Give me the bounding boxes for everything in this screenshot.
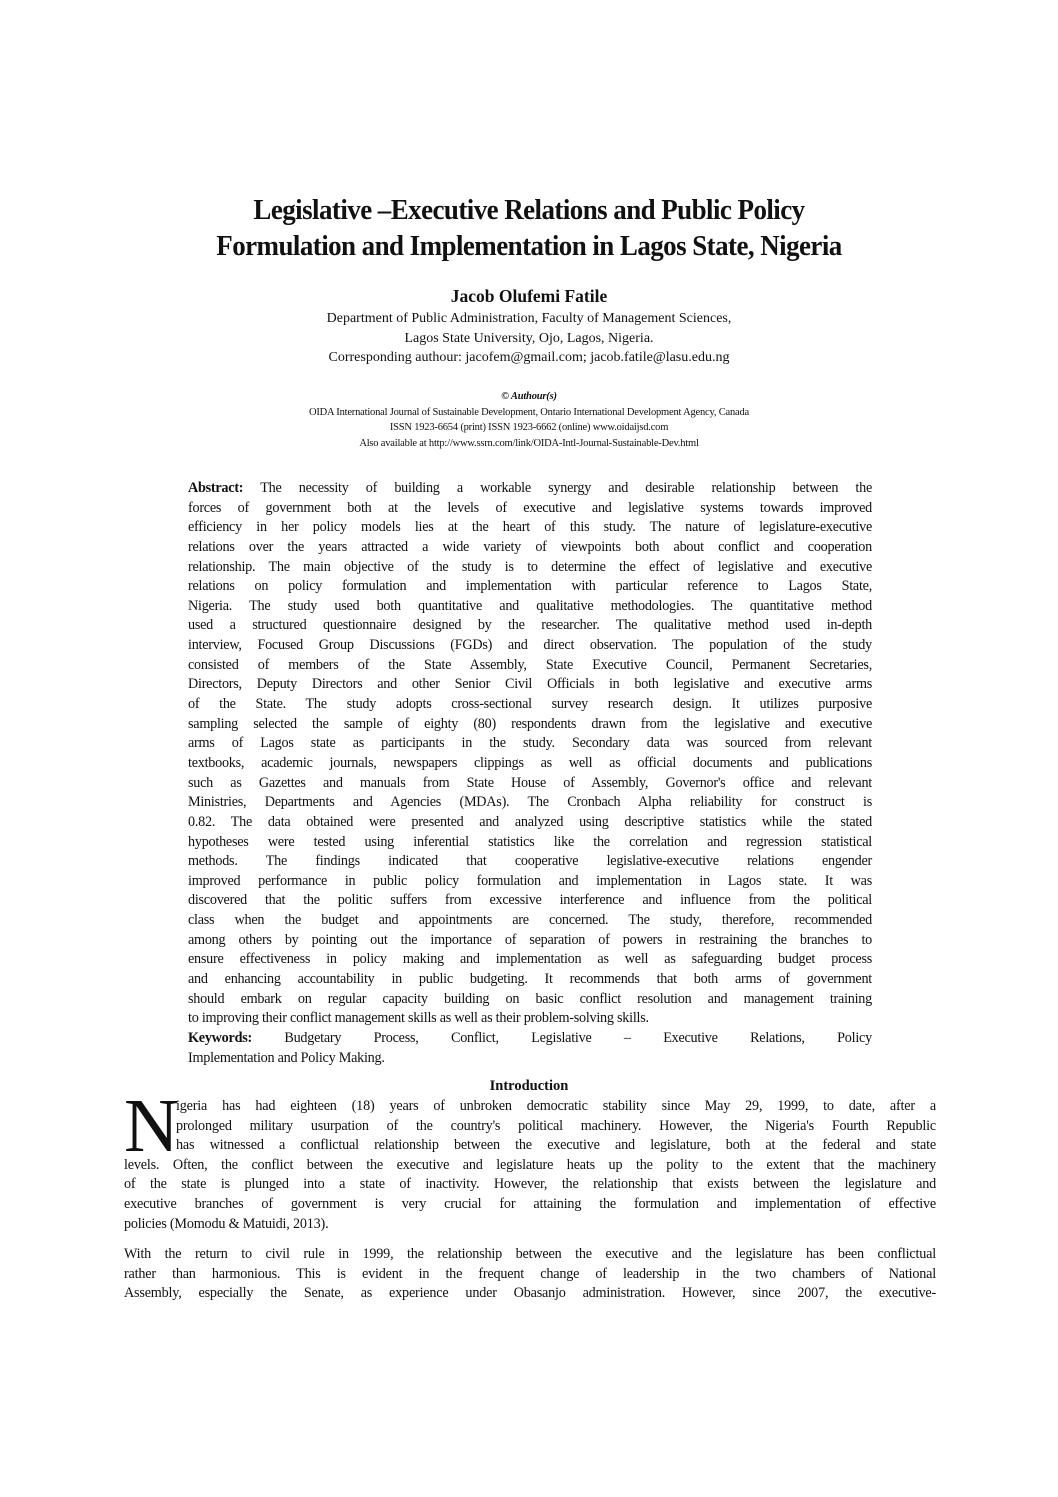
abstract-line: efficiency in her policy models lies at the heart of this study. The nature of legislature-executive (188, 519, 872, 536)
keyword-word: Legislative (531, 1029, 592, 1046)
author-name: Jacob Olufemi Fatile (450, 286, 608, 306)
abstract-line: used a structured questionnaire designed by the researcher. The qualitative method used in-depth (188, 617, 872, 634)
title-line: Legislative –Executive Relations and Public Policy (253, 194, 805, 226)
abstract-line: arms of Lagos state as participants in the study. Secondary data was sourced from relevant (188, 735, 872, 752)
abstract-line: such as Gazettes and manuals from State House of Assembly, Governor's office and relevant (188, 774, 872, 791)
abstract-line: methods. The findings indicated that cooperative legislative-executive relations engender (188, 853, 872, 870)
abstract-line: of the State. The study adopts cross-sectional survey research design. It utilizes purposive (188, 696, 872, 713)
paragraph-line: rather than harmonious. This is evident in the frequent change of leadership in the two chambers of National (124, 1265, 936, 1282)
abstract-line: Nigeria. The study used both quantitative and qualitative methodologies. The quantitative method (188, 597, 872, 614)
author-affiliation (0, 309, 1058, 368)
intro-paragraph-2 (124, 1245, 936, 1304)
section-heading-introduction: Introduction (489, 1078, 569, 1094)
abstract-line: Ministries, Departments and Agencies (MDAs). The Cronbach Alpha reliability for construct is (188, 794, 872, 811)
paragraph-line: igeria has had eighteen (18) years of unbroken democratic stability since May 29, 1999, to date, after a (176, 1098, 936, 1114)
abstract-line: Abstract: The necessity of building a workable synergy and desirable relationship between the (188, 480, 872, 496)
affiliation-department: Department of Public Administration, Faculty of Management Sciences, (326, 311, 732, 326)
abstract-line: ensure effectiveness in policy making and implementation as well as safeguarding budget process (188, 951, 872, 968)
journal-availability-link[interactable]: Also available at http://www.ssrn.com/link/OIDA-Intl-Journal-Sustainable-Dev.html (359, 437, 699, 449)
abstract-label: Abstract: (188, 480, 244, 496)
paragraph-line: has witnessed a conflictual relationship between the executive and legislature, both at the federal and state (176, 1137, 936, 1154)
affiliation-university: Lagos State University, Ojo, Lagos, Nigeria. (404, 330, 654, 346)
paragraph-line: executive branches of government is very crucial for attaining the formulation and implementation of effective (124, 1195, 936, 1212)
abstract-line: relationship. The main objective of the study is to determine the effect of legislative and executive (188, 558, 872, 575)
keyword-word: Conflict, (450, 1029, 499, 1046)
abstract-line: hypotheses were tested using inferential statistics like the correlation and regression statistical (188, 833, 872, 850)
copyright-notice: © Authour(s) (501, 391, 557, 402)
keyword-word: – (623, 1029, 631, 1046)
paragraph-line: prolonged military usurpation of the country's political machinery. However, the Nigeria's Fourth Republic (176, 1117, 936, 1134)
abstract-line: improved performance in public policy formulation and implementation in Lagos state. It was (188, 872, 872, 889)
abstract-line: to improving their conflict management skills as well as their problem-solving skills. (188, 1010, 649, 1027)
keyword-word: Relations, (750, 1029, 805, 1046)
abstract-line: 0.82. The data obtained were presented and analyzed using descriptive statistics while the stated (188, 813, 872, 830)
abstract-line: Directors, Deputy Directors and other Senior Civil Officials in both legislative and executive arms (188, 676, 872, 693)
keywords-label: Keywords: (188, 1029, 252, 1046)
abstract-line: sampling selected the sample of eighty (80) respondents drawn from the legislative and executive (188, 715, 872, 732)
paragraph-line: With the return to civil rule in 1999, the relationship between the executive and the legislature has been conflictual (124, 1246, 936, 1262)
abstract-line: forces of government both at the levels of executive and legislative systems towards improved (188, 499, 872, 516)
abstract-section (188, 479, 872, 1068)
keyword-word: Executive (663, 1029, 718, 1046)
keyword-word: Budgetary (284, 1029, 342, 1046)
journal-issn: ISSN 1923-6654 (print) ISSN 1923-6662 (online) www.oidaijsd.com (389, 422, 669, 433)
paragraph-line: policies (Momodu & Matuidi, 2013). (124, 1215, 329, 1232)
abstract-line: relations over the years attracted a wide variety of viewpoints both about conflict and cooperation (188, 538, 872, 555)
keyword-word: Process, (373, 1029, 419, 1046)
abstract-line: discovered that the politic suffers from excessive interference and influence from the political (188, 892, 872, 909)
abstract-line: textbooks, academic journals, newspapers clippings as well as official documents and publications (188, 754, 872, 771)
paragraph-line: levels. Often, the conflict between the executive and legislature heats up the polity to the extent that the machinery (124, 1156, 936, 1173)
corresponding-author-email: Corresponding authour: jacofem@gmail.com; jacob.fatile@lasu.edu.ng (328, 350, 730, 365)
keywords-line (188, 1029, 872, 1049)
paragraph-line: Assembly, especially the Senate, as experience under Obasanjo administration. However, since 2007, the executive- (124, 1285, 936, 1302)
drop-cap: N (124, 1084, 179, 1168)
abstract-line: consisted of members of the State Assembly, State Executive Council, Permanent Secretaries, (188, 656, 872, 673)
paragraph-line: of the state is plunged into a state of inactivity. However, the relationship that exists between the legislature and (124, 1176, 936, 1193)
abstract-line: relations on policy formulation and implementation with particular reference to Lagos State, (188, 578, 872, 595)
title-line: Formulation and Implementation in Lagos State, Nigeria (216, 230, 842, 262)
abstract-line: class when the budget and appointments are concerned. The study, therefore, recommended (188, 912, 872, 929)
journal-name: OIDA International Journal of Sustainable Development, Ontario International Development Agency, Canada (308, 406, 749, 418)
paper-title (130, 192, 928, 264)
abstract-line: should embark on regular capacity building on basic conflict resolution and management training (188, 990, 872, 1007)
abstract-line: and enhancing accountability in public budgeting. It recommends that both arms of government (188, 971, 872, 988)
abstract-line: interview, Focused Group Discussions (FGDs) and direct observation. The population of the study (188, 637, 872, 654)
keywords-line: Implementation and Policy Making. (188, 1049, 385, 1066)
keyword-word: Policy (837, 1029, 872, 1046)
abstract-line: among others by pointing out the importance of separation of powers in restraining the branches to (188, 931, 872, 948)
journal-info (0, 389, 1058, 451)
